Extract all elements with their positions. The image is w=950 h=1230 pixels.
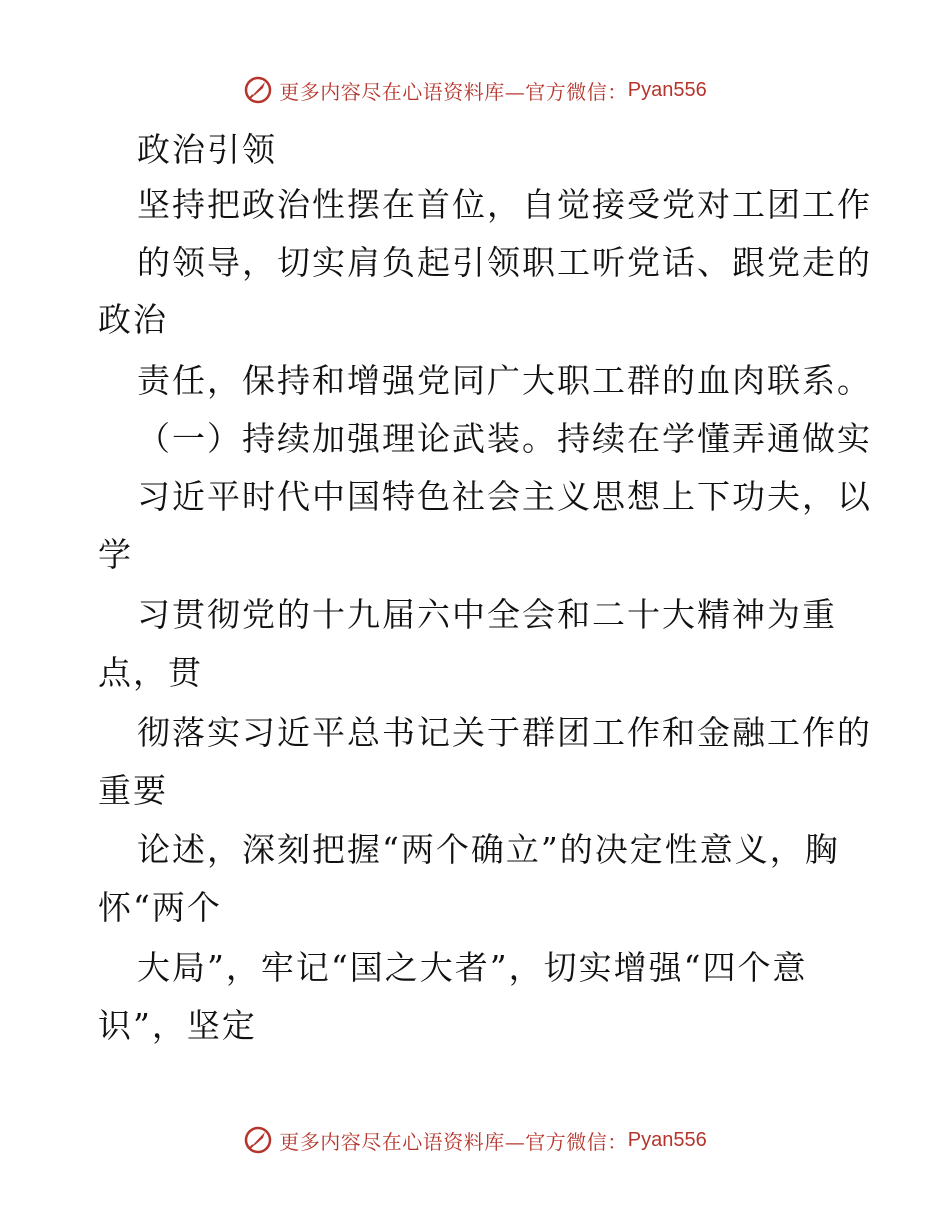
footer-banner (0, 1120, 950, 1160)
quill-logo-icon (243, 1125, 273, 1155)
body-line: 点，贯 (98, 653, 203, 692)
quill-logo-icon (243, 75, 273, 105)
body-line: 习近平时代中国特色社会主义思想上下功夫，以 (137, 477, 872, 516)
body-line: 彻落实习近平总书记关于群团工作和金融工作的 (137, 713, 872, 752)
body-line: 责任，保持和增强党同广大职工群的血肉联系。 (137, 361, 872, 400)
body-line: 政治引领 (137, 130, 277, 169)
body-line: 怀“两个 (98, 888, 222, 927)
header-banner-wechat-id: Pyan556 (627, 78, 707, 101)
body-line: 的领导，切实肩负起引领职工听党话、跟党走的 (137, 243, 872, 282)
body-line: 大局”，牢记“国之大者”，切实增强“四个意 (137, 948, 808, 987)
body-line: 识”，坚定 (98, 1006, 257, 1045)
header-banner (0, 70, 950, 110)
header-banner-text: 更多内容尽在心语资料库—官方微信： (279, 79, 628, 104)
footer-banner-text: 更多内容尽在心语资料库—官方微信： (279, 1129, 628, 1154)
body-line: 学 (98, 535, 133, 574)
body-line: 政治 (98, 300, 168, 339)
body-line: （一）持续加强理论武装。持续在学懂弄通做实 (137, 419, 872, 458)
body-line: 坚持把政治性摆在首位，自觉接受党对工团工作 (137, 185, 872, 224)
footer-banner-wechat-id: Pyan556 (627, 1128, 707, 1151)
body-line: 习贯彻党的十九届六中全会和二十大精神为重 (137, 595, 837, 634)
body-line: 重要 (98, 771, 168, 810)
body-line: 论述，深刻把握“两个确立”的决定性意义，胸 (137, 830, 840, 869)
